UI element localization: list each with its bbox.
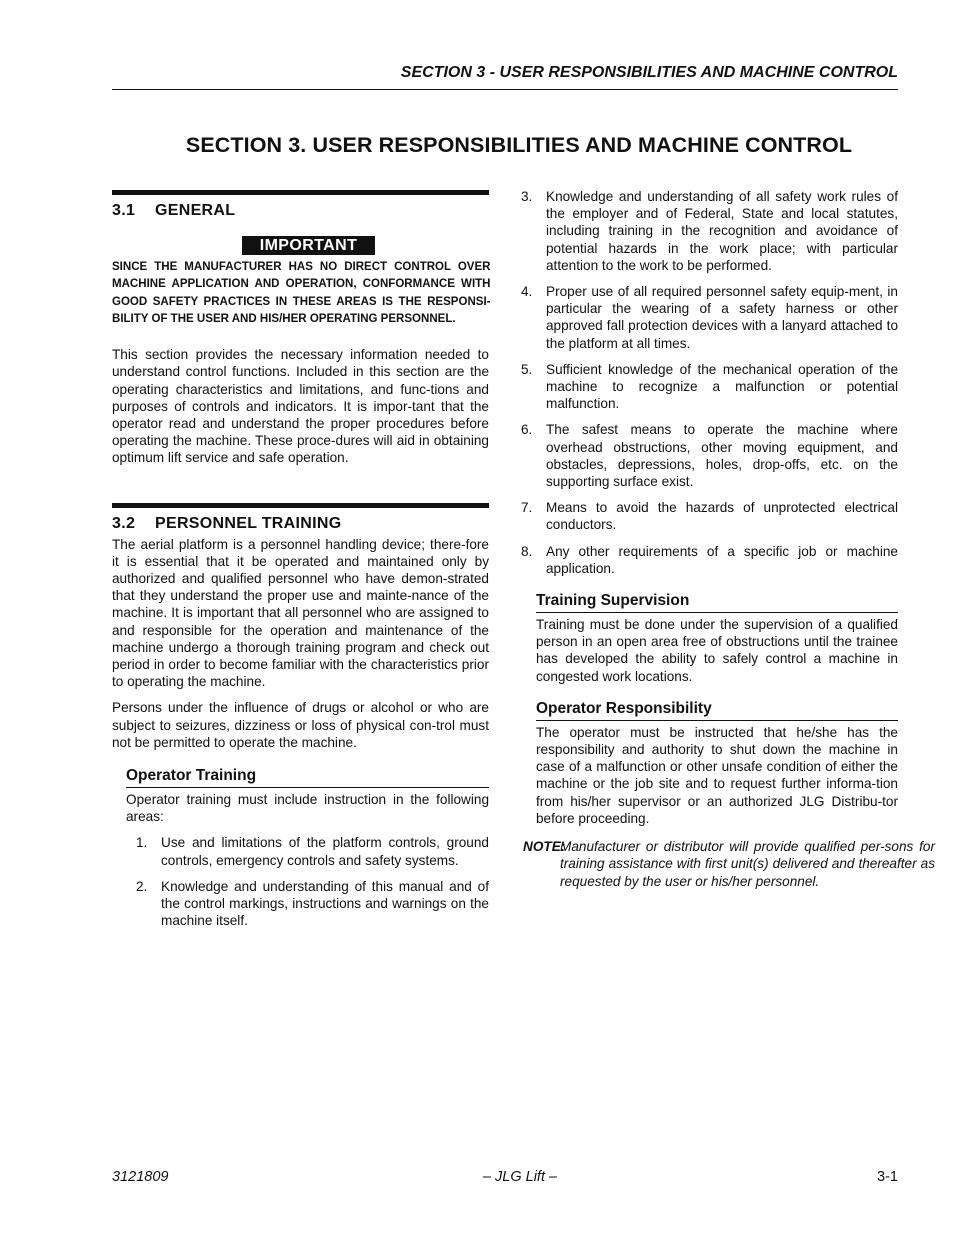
section-title: PERSONNEL TRAINING (155, 514, 342, 532)
training-supervision-heading: Training Supervision (536, 592, 898, 613)
list-item (511, 421, 898, 490)
list-item (126, 834, 489, 868)
footer-page-number: 3-1 (877, 1169, 898, 1185)
list-item (511, 499, 898, 533)
operator-responsibility-heading: Operator Responsibility (536, 700, 898, 721)
list-item-text: Any other requirements of a specific job or machine application. (546, 543, 898, 576)
list-item-text: Proper use of all required personnel safety equip-ment, in particular the wearing of a safety harness or other approved fall protection devices with a lanyard attached to the platform at all times. (546, 284, 898, 351)
training-requirements-list-continued (511, 188, 898, 577)
page-title: SECTION 3. USER RESPONSIBILITIES AND MACHINE CONTROL (185, 133, 853, 157)
list-item (511, 543, 898, 577)
operator-training-intro: Operator training must include instruction in the following areas: (126, 792, 489, 825)
list-item-text: Means to avoid the hazards of unprotected electrical conductors. (546, 500, 898, 533)
list-item-number: 7. (521, 500, 533, 516)
note-block (523, 838, 935, 890)
list-item (511, 361, 898, 413)
important-text: SINCE THE MANUFACTURER HAS NO DIRECT CONTROL OVER MACHINE APPLICATION AND OPERATION, CONFORMANCE WITH GOOD SAFETY PRACTICES IN THESE AREAS IS THE RESPONSI-BILITY OF THE USER AND HIS/HER OPERATING PERSONNEL. (112, 259, 491, 325)
section-number: 3.1 (112, 202, 136, 219)
section-heading-personnel-training (112, 515, 489, 533)
section-rule (112, 190, 489, 195)
list-item (126, 878, 489, 930)
left-column (112, 190, 489, 929)
list-item (511, 188, 898, 274)
operator-training-block (126, 767, 489, 929)
note-label: NOTE: (523, 839, 566, 855)
operator-training-heading: Operator Training (126, 767, 489, 788)
header-rule (112, 89, 898, 90)
list-item-number: 8. (521, 543, 533, 559)
operator-responsibility-paragraph: The operator must be instructed that he/she has the responsibility and authority to shut down the machine in case of a malfunction or other unsafe condition of either the machine or the job site and to request further informa-tion from his/her supervisor or an authorized JLG Distribu-tor before proceeding. (536, 724, 898, 826)
list-item-number: 1. (136, 835, 148, 851)
training-requirements-list (126, 834, 489, 929)
list-item-text: Knowledge and understanding of this manual and of the control markings, instructions and warnings on the machine itself. (161, 878, 489, 929)
list-item-text: Knowledge and understanding of all safety work rules of the employer and of Federal, State and local statutes, including training in the recognition and avoidance of potential hazards in the work place; with particular attention to the work to be performed. (546, 189, 898, 273)
section-heading-general (112, 202, 489, 220)
important-badge: IMPORTANT (242, 236, 376, 255)
personnel-training-paragraph: The aerial platform is a personnel handling device; there-fore it is essential that it be operated and maintained only by authorized and qualified personnel who have demon-strated that they understand the proper use and mainte-nance of the machine. It is important that all personnel who are assigned to and responsible for the operation and maintenance of the machine undergo a thorough training program and check out period in order to become familiar with the characteristics prior to operating the machine. (112, 536, 489, 690)
list-item (511, 283, 898, 352)
section-title: GENERAL (155, 202, 236, 219)
footer-center: – JLG Lift – (482, 1169, 558, 1185)
list-item-text: Use and limitations of the platform controls, ground controls, emergency controls and safety systems. (161, 835, 489, 868)
note-text: Manufacturer or distributor will provide qualified per-sons for training assistance with first unit(s) delivered and thereafter as requested by the user or his/her personnel. (560, 839, 935, 889)
list-item-number: 5. (521, 361, 533, 377)
list-item-text: The safest means to operate the machine where overhead obstructions, other moving equipment, and obstacles, depressions, holes, drop-offs, etc. on the supporting surface exist. (546, 422, 898, 490)
right-column (521, 188, 935, 890)
training-supervision-paragraph: Training must be done under the supervision of a qualified person in an open area free of obstructions until the trainee has developed the ability to safely control a machine in congested work locations. (536, 617, 898, 684)
list-item-number: 3. (521, 189, 533, 204)
section-number: 3.2 (112, 514, 136, 532)
operator-responsibility-block (536, 700, 898, 827)
list-item-number: 2. (136, 878, 148, 894)
section-rule (112, 503, 489, 508)
running-head: SECTION 3 - USER RESPONSIBILITIES AND MACHINE CONTROL (400, 64, 898, 81)
list-item-number: 6. (521, 422, 533, 438)
important-callout (128, 236, 489, 255)
list-item-number: 4. (521, 284, 533, 300)
general-paragraph: This section provides the necessary information needed to understand control functions. Included in this section are the operating characteristics and limitations, and func-tions and purposes of controls and indicators. It is impor-tant that the operator read and understand the proper procedures before operating the machine. These proce-dures will aid in obtaining optimum lift service and safe operation. (112, 347, 489, 466)
footer-doc-number: 3121809 (112, 1169, 169, 1185)
list-item-text: Sufficient knowledge of the mechanical operation of the machine to recognize a malfunction or potential malfunction. (546, 361, 898, 412)
training-supervision-block (536, 592, 898, 685)
personnel-training-paragraph: Persons under the influence of drugs or alcohol or who are subject to seizures, dizziness or loss of physical con-trol must not be permitted to operate the machine. (112, 700, 489, 750)
